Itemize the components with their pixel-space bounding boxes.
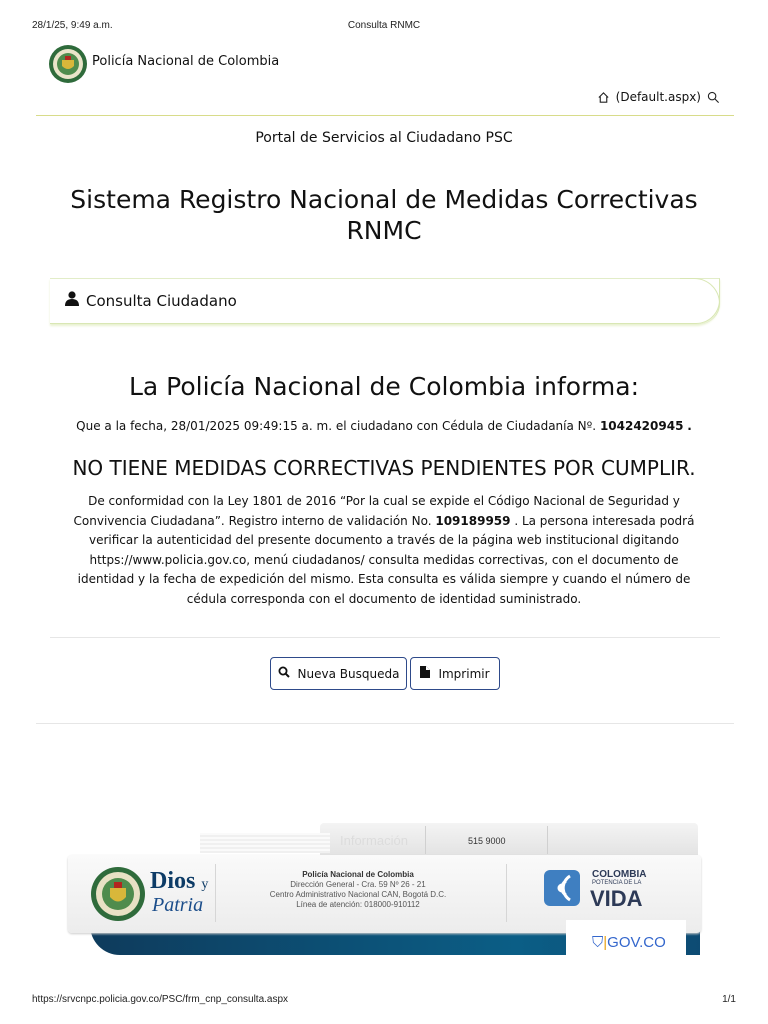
new-search-button[interactable]	[270, 657, 407, 690]
gov-shield-icon: ⛉	[592, 934, 604, 951]
query-date-line	[0, 419, 768, 433]
footer-separator	[215, 864, 216, 922]
top-nav	[597, 90, 720, 104]
tab-label: Consulta Ciudadano	[86, 291, 237, 310]
info-label: Información	[340, 833, 408, 848]
colombia-potencia-icon	[544, 868, 584, 908]
search-icon	[278, 666, 290, 681]
home-icon[interactable]	[597, 91, 610, 104]
footer-addr3: Línea de atención: 018000-910112	[296, 900, 420, 909]
tab-consulta-ciudadano[interactable]	[64, 291, 237, 310]
print-doc-title: Consulta RNMC	[347, 20, 421, 31]
dios-y-patria-logo	[150, 868, 208, 895]
gov-co-label: GOV.CO	[607, 934, 666, 951]
query-date-text: Que a la fecha, 28/01/2025 09:49:15 a. m. el ciudadano con Cédula de Ciudadanía Nº.	[76, 419, 597, 433]
patria-text: Patria	[152, 894, 204, 916]
cedula-number: 1042420945	[599, 419, 684, 433]
portal-title: Portal de Servicios al Ciudadano PSC	[255, 130, 513, 146]
content-divider	[50, 637, 720, 638]
print-page: 1/1	[722, 994, 736, 1005]
informa-heading: La Policía Nacional de Colombia informa:	[128, 372, 640, 401]
file-icon	[420, 666, 430, 681]
potencia-text: POTENCIA DE LA	[592, 880, 642, 886]
footer-separator	[506, 864, 507, 922]
footer-addr1: Dirección General - Cra. 59 Nº 26 - 21	[290, 880, 426, 889]
cedula-period: .	[687, 419, 692, 433]
legal-text	[70, 492, 698, 609]
gov-co-link[interactable]: ⛉|GOV.CO	[592, 934, 666, 951]
info-separator	[547, 826, 548, 854]
system-title-line2: RNMC	[346, 216, 422, 245]
legal-text-part2: . La persona interesada podrá verificar la autenticidad del presente documento a través de la página web institucional digitando https://www.policia.gov.co, menú ciudadanos/ consulta medidas correctivas, con el documento de identidad y la fecha de expedición del mismo. Esta consulta es válida siempre y cuando el número de cédula corresponda con el documento de identidad suministrado.	[77, 513, 695, 606]
home-link[interactable]: (Default.aspx)	[615, 90, 701, 104]
info-phone: 515 9000	[468, 836, 506, 846]
print-label: Imprimir	[438, 666, 490, 681]
registro-number: 109189959	[435, 513, 511, 528]
brand-name[interactable]: Policía Nacional de Colombia	[92, 54, 280, 69]
print-url: https://srvcnpc.policia.gov.co/PSC/frm_cnp_consulta.aspx	[32, 994, 289, 1005]
user-icon	[64, 291, 80, 310]
legal-text-part1: De conformidad con la Ley 1801 de 2016 “Por la cual se expide el Código Nacional de Seguridad y Convivencia Ciudadana”. Registro interno de validación No.	[73, 494, 680, 528]
y-text: y	[201, 877, 209, 892]
new-search-label: Nueva Busqueda	[297, 666, 400, 681]
dios-text: Dios	[150, 868, 196, 894]
footer-addr2: Centro Administrativo Nacional CAN, Bogotá D.C.	[269, 890, 447, 899]
footer-divider	[36, 723, 734, 724]
status-message: NO TIENE MEDIDAS CORRECTIVAS PENDIENTES POR CUMPLIR.	[72, 456, 696, 480]
vida-text: VIDA	[590, 886, 643, 911]
footer-address	[230, 870, 486, 910]
info-separator	[425, 826, 426, 854]
colombia-text: COLOMBIA	[592, 869, 647, 880]
police-logo[interactable]	[48, 44, 88, 84]
print-button[interactable]	[410, 657, 500, 690]
system-title-line1: Sistema Registro Nacional de Medidas Correctivas	[70, 185, 698, 214]
system-title	[40, 184, 728, 246]
header-divider	[36, 115, 734, 116]
print-datetime: 28/1/25, 9:49 a.m.	[32, 20, 113, 31]
police-seal	[90, 866, 146, 922]
footer-org: Policía Nacional de Colombia	[302, 870, 414, 879]
search-icon[interactable]	[707, 91, 720, 104]
